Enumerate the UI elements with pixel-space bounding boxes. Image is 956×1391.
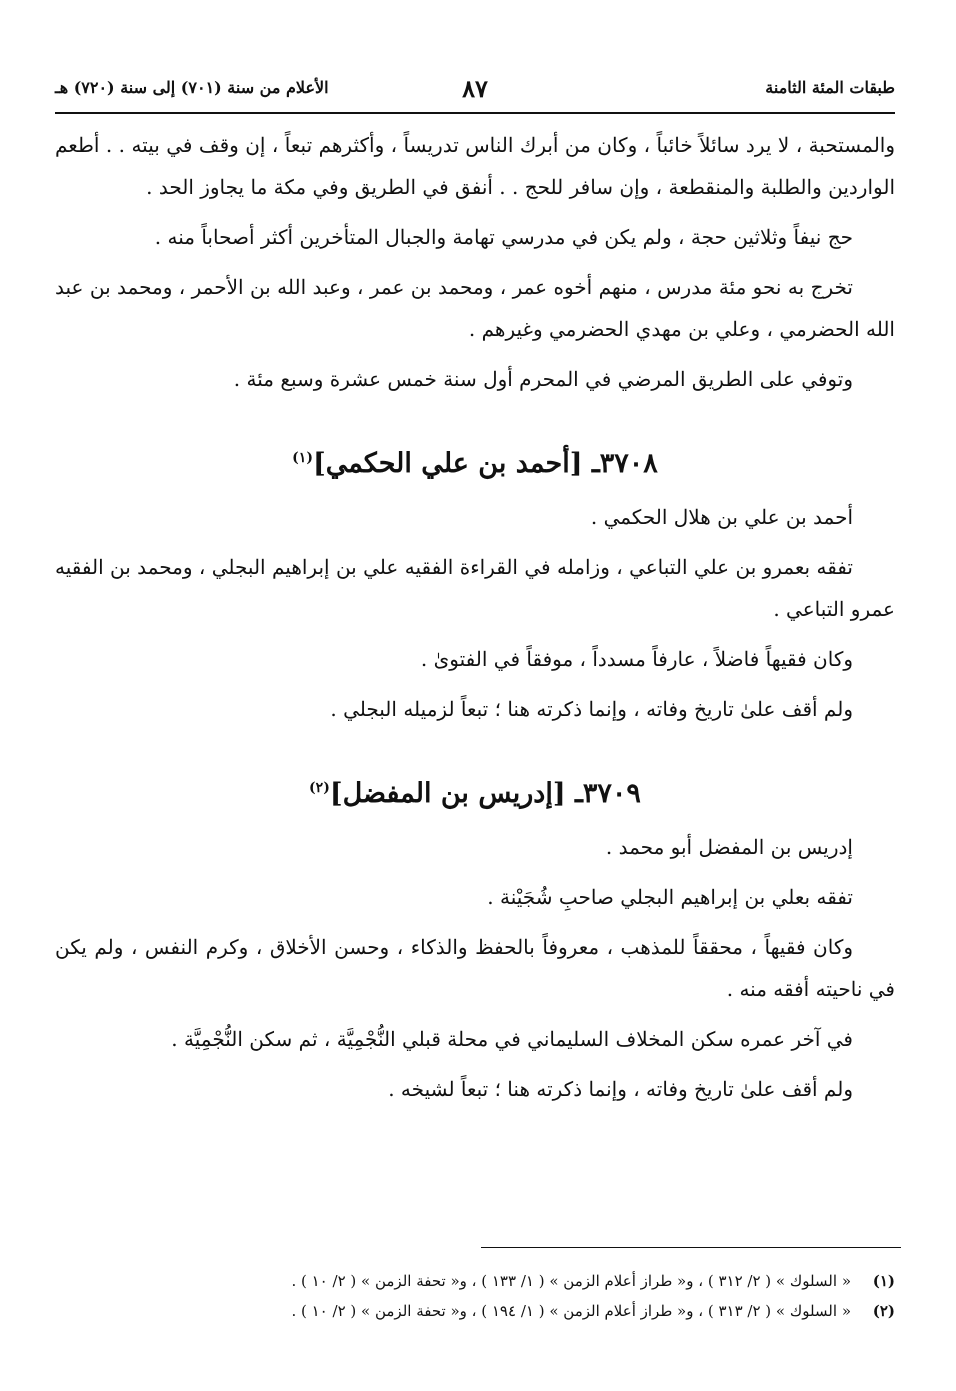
paragraph: وتوفي على الطريق المرضي في المحرم أول سنة خمس عشرة وسبع مئة .	[233, 367, 853, 391]
paragraph: في آخر عمره سكن المخلاف السليماني في محلة قبلي النُّجْمِيَّة ، ثم سكن النُّجْمِيَّة .	[171, 1027, 853, 1051]
footnote-1	[55, 1266, 895, 1296]
entry-title-text: ٣٧٠٩ـ [إدريس بن المفضل]	[329, 778, 641, 809]
footnotes	[55, 1266, 895, 1326]
paragraph: حج نيفاً وثلاثين حجة ، ولم يكن في مدرسي تهامة والجبال المتأخرين أكثر أصحاباً منه .	[154, 225, 853, 249]
footnote-number: (٢)	[872, 1302, 895, 1320]
paragraph: وكان فقيهاً ، محققاً للمذهب ، معروفاً بالحفظ والذكاء ، وحسن الأخلاق ، وكرم النفس ، ولم يكن في ناحيته أفقه منه .	[55, 935, 895, 1001]
entry-heading-3709	[55, 766, 895, 816]
page-number: ٨٧	[462, 74, 488, 103]
paragraph: إدريس بن المفضل أبو محمد .	[605, 835, 853, 859]
footnote-number: (١)	[872, 1272, 895, 1290]
entry-heading-3708	[55, 436, 895, 486]
paragraph: والمستحبة ، لا يرد سائلاً خائباً ، وكان من أبرك الناس تدريساً ، وأكثرهم تبعاً ، إن وقف في بيته . . أطعم الواردين والطلبة والمنقطعة ، وإن سافر للحج . . أنفق في الطريق وفي مكة ما يجاوز الحد .	[55, 133, 895, 199]
header-divider	[55, 112, 895, 114]
footnote-divider	[481, 1247, 901, 1248]
paragraph: تفقه بعمرو بن علي التباعي ، وزامله في القراءة الفقيه علي بن إبراهيم البجلي ، ومحمد بن الفقيه عمرو التباعي .	[55, 555, 895, 621]
paragraph: وكان فقيهاً فاضلاً ، عارفاً مسدداً ، موفقاً في الفتوىٰ .	[420, 647, 853, 671]
paragraph: تخرج به نحو مئة مدرس ، منهم أخوه عمر ، ومحمد بن عمر ، وعبد الله بن الأحمر ، ومحمد بن عبد الله الحضرمي ، وعلي بن مهدي الحضرمي وغيرهم .	[55, 275, 895, 341]
main-text	[55, 124, 895, 1118]
footnote-text: « السلوك » ( ٢/ ٣١٢ ) ، و« طراز أعلام الزمن » ( ١/ ١٣٣ ) ، و« تحفة الزمن » ( ٢/ ١٠ ) .	[291, 1272, 851, 1290]
paragraph: أحمد بن علي بن هلال الحكمي .	[590, 505, 853, 529]
footnote-ref[interactable]: (١)	[292, 450, 313, 466]
entry-title-text: ٣٧٠٨ـ [أحمد بن علي الحكمي]	[312, 448, 658, 479]
paragraph: تفقه بعلي بن إبراهيم البجلي صاحبِ شُجَيْنة .	[487, 885, 853, 909]
footnote-2	[55, 1296, 895, 1326]
running-header	[55, 74, 895, 104]
header-section-title: طبقات المئة الثامنة	[765, 78, 895, 97]
footnote-text: « السلوك » ( ٢/ ٣١٣ ) ، و« طراز أعلام الزمن » ( ١/ ١٩٤ ) ، و« تحفة الزمن » ( ٢/ ١٠ ) .	[291, 1302, 851, 1320]
footnote-ref[interactable]: (٢)	[309, 780, 330, 796]
header-year-range: الأعلام من سنة (٧٠١) إلى سنة (٧٢٠) هـ	[55, 78, 329, 97]
paragraph: ولم أقف علىٰ تاريخ وفاته ، وإنما ذكرته هنا ؛ تبعاً لزميله البجلي .	[330, 697, 853, 721]
paragraph: ولم أقف علىٰ تاريخ وفاته ، وإنما ذكرته هنا ؛ تبعاً لشيخه .	[388, 1077, 853, 1101]
